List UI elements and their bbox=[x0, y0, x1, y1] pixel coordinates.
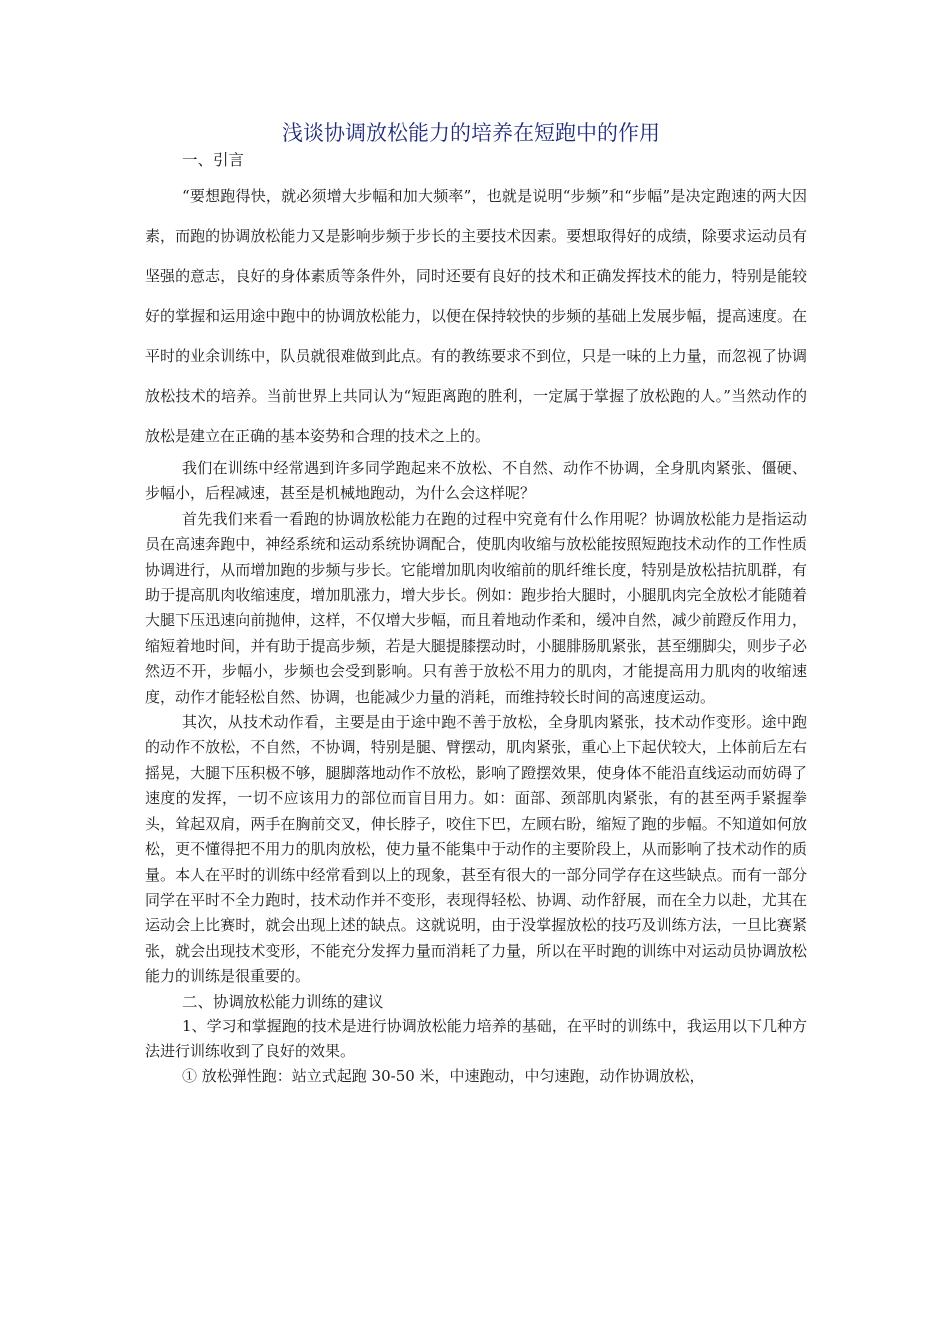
paragraph-method-intro: 1、学习和掌握跑的技术是进行协调放松能力培养的基础，在平时的训练中，我运用以下几种方法进行训练收到了良好的效果。 bbox=[145, 1016, 807, 1060]
section-heading-suggestions: 二、协调放松能力训练的建议 bbox=[182, 992, 384, 1011]
paragraph-intro: “要想跑得快，就必须增大步幅和加大频率”，也就是说明“步频”和“步幅”是决定跑速的两大因素，而跑的协调放松能力又是影响步频于步长的主要技术因素。要想取得好的成绩，除要求运动员有坚强的意志，良好的身体素质等条件外，同时还要有良好的技术和正确发挥技术的能力，特别是能较好的掌握和运用途中跑中的协调放松能力，以便在保持较快的步频的基础上发展步幅，提高速度。在平时的业余训练中，队员就很难做到此点。有的教练要求不到位，只是一味的上力量，而忽视了协调放松技术的培养。当前世界上共同认为“短距离跑的胜利，一定属于掌握了放松跑的人。”当然动作的放松是建立在正确的基本姿势和合理的技术之上的。 bbox=[145, 187, 807, 445]
paragraph-method-1: ① 放松弹性跑：站立式起跑 30-50 米，中速跑动，中匀速跑，动作协调放松， bbox=[182, 1067, 705, 1086]
paragraph-technique: 其次，从技术动作看，主要是由于途中跑不善于放松，全身肌肉紧张，技术动作变形。途中跑的动作不放松，不自然，不协调，特别是腿、臂摆动，肌肉紧张，重心上下起伏较大，上体前后左右摇晃，大腿下压积极不够，腿脚落地动作不放松，影响了蹬摆效果，使身体不能沿直线运动而妨碍了速度的发挥，一切不应该用力的部位而盲目用力。如：面部、颈部肌肉紧张，有的甚至两手紧握拳头，耸起双肩，两手在胸前交叉，伸长脖子，咬住下巴，左顾右盼，缩短了跑的步幅。不知道如何放松，更不懂得把不用力的肌肉放松，使力量不能集中于动作的主要阶段上，从而影响了技术动作的质量。本人在平时的训练中经常看到以上的现象，甚至有很大的一部分同学存在这些缺点。而有一部分同学在平时不全力跑时，技术动作并不变形，表现得轻松、协调、动作舒展，而在全力以赴，尤其在运动会上比赛时，就会出现上述的缺点。这就说明，由于没掌握放松的技巧及训练方法，一旦比赛紧张，就会出现技术变形，不能充分发挥力量而消耗了力量，所以在平时跑的训练中对运动员协调放松能力的训练是很重要的。 bbox=[145, 713, 807, 986]
section-heading-intro: 一、引言 bbox=[182, 151, 245, 169]
paragraph-problem: 我们在训练中经常遇到许多同学跑起来不放松、不自然、动作不协调，全身肌肉紧张、僵硬、步幅小，后程减速，甚至是机械地跑动，为什么会这样呢？ bbox=[145, 459, 807, 503]
document-title: 浅谈协调放松能力的培养在短跑中的作用 bbox=[282, 121, 660, 145]
paragraph-function: 首先我们来看一看跑的协调放松能力在跑的过程中究竟有什么作用呢？协调放松能力是指运动员在高速奔跑中，神经系统和运动系统协调配合，使肌肉收缩与放松能按照短跑技术动作的工作性质协调进行，从而增加跑的步频与步长。它能增加肌肉收缩前的肌纤维长度，特别是放松拮抗肌群，有助于提高肌肉收缩速度，增加肌涨力，增大步长。例如：跑步抬大腿时，小腿肌肉完全放松才能随着大腿下压迅速向前抛伸，这样，不仅增大步幅，而且着地动作柔和，缓冲自然，减少前蹬反作用力，缩短着地时间，并有助于提高步频，若是大腿提膝摆动时，小腿腓肠肌紧张，甚至绷脚尖，则步子必然迈不开，步幅小，步频也会受到影响。只有善于放松不用力的肌肉，才能提高用力肌肉的收缩速度，动作才能轻松自然、协调，也能减少力量的消耗，而维持较长时间的高速度运动。 bbox=[145, 509, 807, 706]
document-page bbox=[145, 118, 807, 1090]
